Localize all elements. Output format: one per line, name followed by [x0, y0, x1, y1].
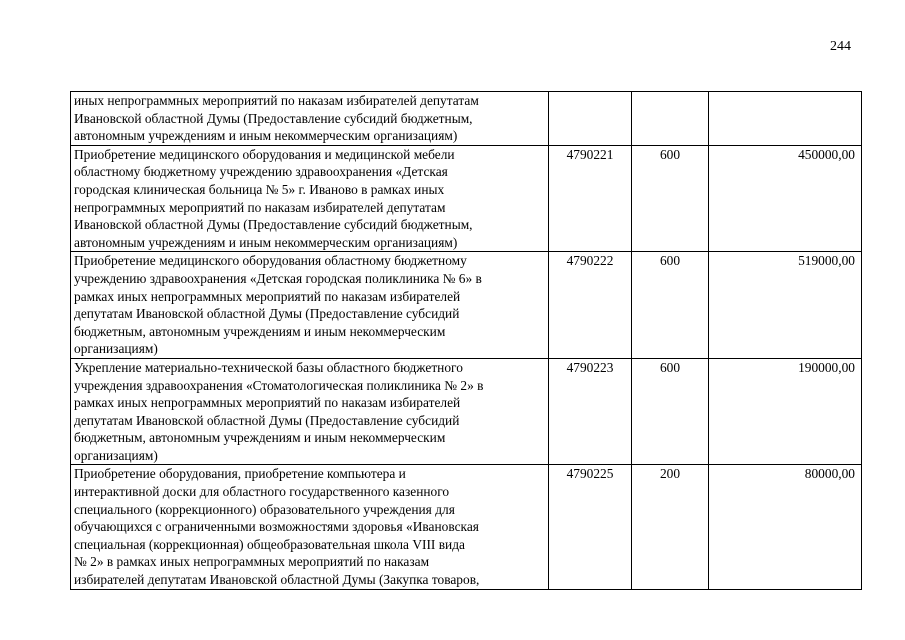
table-row: [71, 358, 862, 465]
code-cell: 4790225: [549, 465, 632, 589]
description-cell: иных непрограммных мероприятий по наказам избирателей депутатам Ивановской областной Думы (Предоставление субсидий бюджетным, автономным учреждениям и иным некоммерческим организациям): [71, 92, 549, 146]
expense-type-cell: [632, 92, 709, 146]
amount-cell: 450000,00: [709, 145, 862, 252]
amount-cell: 519000,00: [709, 252, 862, 359]
code-cell: 4790222: [549, 252, 632, 359]
amount-cell: [709, 92, 862, 146]
code-cell: 4790221: [549, 145, 632, 252]
table-row: [71, 465, 862, 589]
table-row: [71, 92, 862, 146]
amount-cell: 190000,00: [709, 358, 862, 465]
description-cell: Укрепление материально-технической базы областного бюджетного учреждения здравоохранения «Стоматологическая поликлиника № 2» в рамках иных непрограммных мероприятий по наказам избирателей депутатам Ивановской областной Думы (Предоставление субсидий бюджетным, автономным учреждениям и иным некоммерческим организациям): [71, 358, 549, 465]
description-cell: Приобретение медицинского оборудования и медицинской мебели областному бюджетному учреждению здравоохранения «Детская городская клиническая больница № 5» г. Иваново в рамках иных непрограммных мероприятий по наказам избирателей депутатам Ивановской областной Думы (Предоставление субсидий бюджетным, автономным учреждениям и иным некоммерческим организациям): [71, 145, 549, 252]
amount-cell: 80000,00: [709, 465, 862, 589]
table-row: [71, 252, 862, 359]
code-cell: [549, 92, 632, 146]
page-number: 244: [830, 39, 851, 54]
expense-type-cell: 600: [632, 358, 709, 465]
expense-type-cell: 200: [632, 465, 709, 589]
description-cell: Приобретение оборудования, приобретение компьютера и интерактивной доски для областного государственного казенного специального (коррекционного) образовательного учреждения для обучающихся с ограниченными возможностями здоровья «Ивановская специальная (коррекционная) общеобразовательная школа VIII вида № 2» в рамках иных непрограммных мероприятий по наказам избирателей депутатам Ивановской областной Думы (Закупка товаров,: [71, 465, 549, 589]
code-cell: 4790223: [549, 358, 632, 465]
expense-type-cell: 600: [632, 145, 709, 252]
description-cell: Приобретение медицинского оборудования областному бюджетному учреждению здравоохранения «Детская городская поликлиника № 6» в рамках иных непрограммных мероприятий по наказам избирателей депутатам Ивановской областной Думы (Предоставление субсидий бюджетным, автономным учреждениям и иным некоммерческим организациям): [71, 252, 549, 359]
expense-type-cell: 600: [632, 252, 709, 359]
budget-table: [70, 91, 862, 590]
table-row: [71, 145, 862, 252]
